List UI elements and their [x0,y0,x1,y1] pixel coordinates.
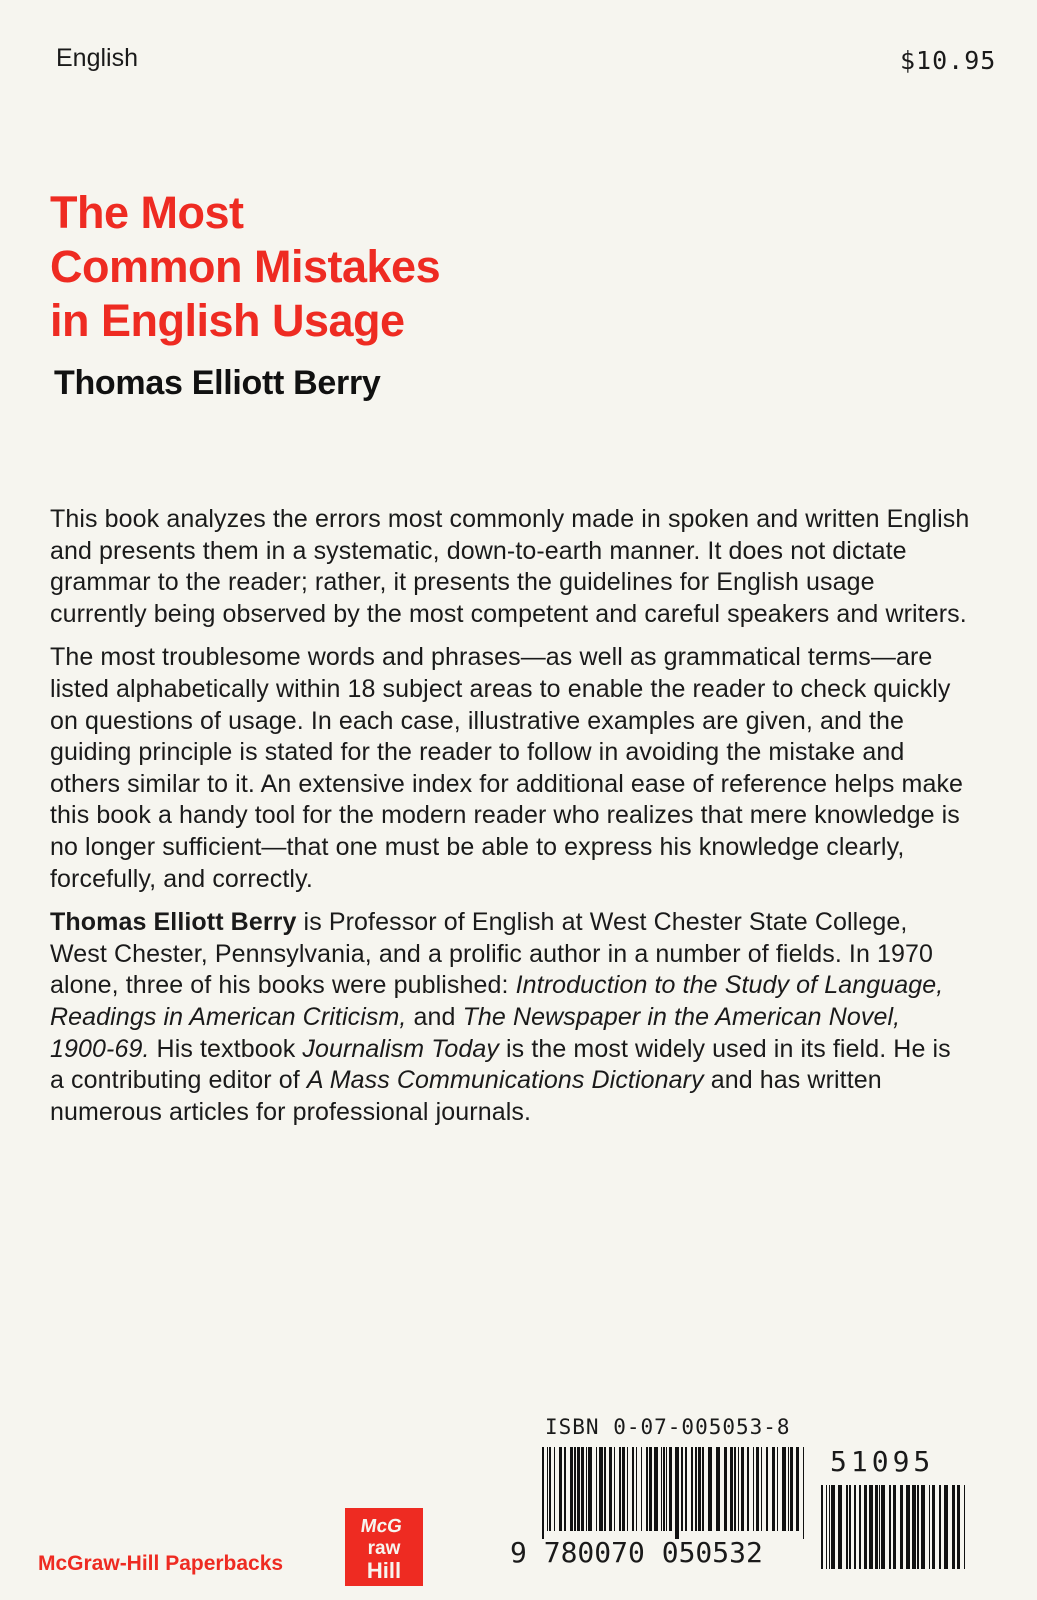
barcode-bar [756,1447,759,1531]
barcode-bar [788,1447,789,1531]
barcode-bar [772,1447,775,1531]
barcode-bar [604,1447,606,1531]
barcode-bar [542,1447,544,1539]
barcode-bar [669,1447,672,1531]
barcode-bar [570,1447,573,1531]
barcode-bar [939,1485,941,1569]
barcode-bar [564,1447,566,1531]
barcode-bar [614,1447,615,1531]
title-line: Common Mistakes [50,241,441,292]
barcode-bar [790,1447,793,1531]
bio-text: and has written numerous articles for professional journals. [50,1066,882,1126]
svg-text:McG: McG [359,1516,404,1537]
barcode-bar [929,1485,930,1569]
barcode-bar [691,1447,693,1531]
barcode-bar [766,1447,768,1531]
barcode-bar [859,1485,861,1569]
barcode-bar [879,1485,880,1569]
barcode-bar [681,1447,683,1531]
barcode-bar [649,1447,652,1531]
barcode-bar [596,1447,597,1531]
barcode-bar [666,1447,667,1531]
barcode-bar [803,1447,804,1539]
barcode-bar [864,1485,867,1569]
barcode-bar [912,1485,916,1569]
barcode-bar [932,1485,935,1569]
barcode-bar [782,1447,786,1531]
barcode-bar [738,1447,739,1531]
barcode-bar [761,1447,762,1531]
barcode-bar [777,1447,778,1531]
barcode-bar [917,1485,919,1569]
barcode-bar [599,1447,603,1531]
mcgraw-hill-logo [345,1508,423,1586]
barcode-addon [821,1485,969,1577]
barcode-digits: 9 780070 050532 [510,1536,763,1569]
title-line: The Most [50,187,244,238]
barcode-bar [663,1447,665,1531]
barcode-bar [849,1485,851,1569]
price-label: $10.95 [900,46,997,75]
barcode-bar [838,1485,842,1569]
blurb [50,504,970,1140]
barcode-bar [921,1485,925,1569]
barcode-bar [889,1485,891,1569]
barcode-bar [734,1447,736,1531]
barcode-bar [641,1447,642,1531]
author-bio [50,907,970,1128]
barcode-main [542,1447,804,1539]
barcode-bar [654,1447,658,1531]
svg-text:raw: raw [367,1538,401,1559]
barcode-bar [581,1447,584,1531]
barcode-bar [741,1447,744,1531]
barcode-bar [753,1447,754,1531]
barcode-bar [646,1447,648,1531]
barcode-bar [821,1485,823,1569]
barcode-bar [586,1447,587,1531]
book-title-ref: Introduction to the Study of Language, Readings in American Criticism, [50,971,944,1031]
barcode-bar [964,1485,965,1569]
title-line: in English Usage [50,295,405,346]
barcode-bar [708,1447,712,1531]
barcode-bar [547,1447,548,1531]
barcode-bar [900,1485,903,1569]
barcode-bar [957,1485,960,1569]
barcode-bar [796,1447,799,1531]
barcode-bar [627,1447,628,1531]
barcode-bar [893,1485,896,1569]
barcode-bar [906,1485,910,1569]
barcode-bar [695,1447,697,1531]
barcode-bar [826,1485,827,1569]
bio-text: is the most widely used in its field. He is a contributing editor of [50,1034,951,1095]
barcode-bar [698,1447,701,1531]
barcode-bar [730,1447,733,1531]
barcode-bar [831,1485,835,1569]
svg-text:Hill: Hill [366,1558,402,1583]
barcode-bar [619,1447,621,1531]
barcode-bar [574,1447,576,1531]
barcode-bar [702,1447,704,1531]
author-name: Thomas Elliott Berry [54,364,381,402]
barcode-bar [944,1485,948,1569]
barcode-bar [685,1447,687,1531]
book-title-ref: Journalism Today [302,1034,499,1063]
barcode-bar [549,1447,551,1531]
price-addon-digits: 51095 [830,1445,935,1478]
publisher-imprint: McGraw-Hill Paperbacks [38,1552,284,1575]
barcode-bar [952,1485,955,1569]
barcode-bar [846,1485,848,1569]
barcode-bar [869,1485,873,1569]
barcode-bar [577,1447,580,1531]
barcode-bar [675,1447,679,1539]
barcode-bar [829,1485,830,1569]
book-title [50,186,610,348]
barcode-bar [724,1447,727,1531]
book-title-ref: The Newspaper in the American Novel, 1900-69. [50,1002,901,1063]
barcode-bar [854,1485,856,1569]
blurb-paragraph: The most troublesome words and phrases—as well as grammatical terms—are listed alphabetically within 18 subject areas to enable the reader to check quickly on questions of usage. In each case, illustrative examples are given, and the guiding principle is stated for the reader to follow in avoiding the mistake and others similar to it. An extensive index for additional ease of reference helps make this book a handy tool for the modern reader who realizes that mere knowledge is no longer sufficient—that one must be able to express his knowledge clearly, forcefully, and correctly. [50,643,964,893]
category-label: English [56,44,138,72]
barcode-bar [875,1485,878,1569]
barcode-bar [716,1447,720,1531]
blurb-paragraph: This book analyzes the errors most commonly made in spoken and written English and presents them in a systematic, down-to-earth manner. It does not dictate grammar to the reader; rather, it presents the guidelines for English usage currently being observed by the most competent and careful speakers and writers. [50,505,970,628]
barcode-bar [747,1447,749,1531]
barcode-bar [636,1447,637,1531]
book-title-ref: A Mass Communications Dictionary [306,1066,704,1095]
barcode-bar [881,1485,885,1569]
barcode-bar [661,1447,662,1531]
barcode-bar [622,1447,625,1531]
barcode-bar [559,1447,562,1531]
bio-text: and [406,1002,463,1031]
isbn-label: ISBN 0-07-005053-8 [545,1415,791,1439]
barcode-bar [632,1447,634,1531]
bio-author-name: Thomas Elliott Berry [50,908,297,937]
barcode-bar [554,1447,555,1531]
bio-text: His textbook [149,1034,303,1063]
bio-text: is Professor of English at West Chester State College, West Chester, Pennsylvania, and a prolific author in a number of fields. In 1970 alone, three of his books were published: [50,908,934,1000]
barcode-bar [609,1447,612,1531]
barcode-bar [588,1447,592,1531]
